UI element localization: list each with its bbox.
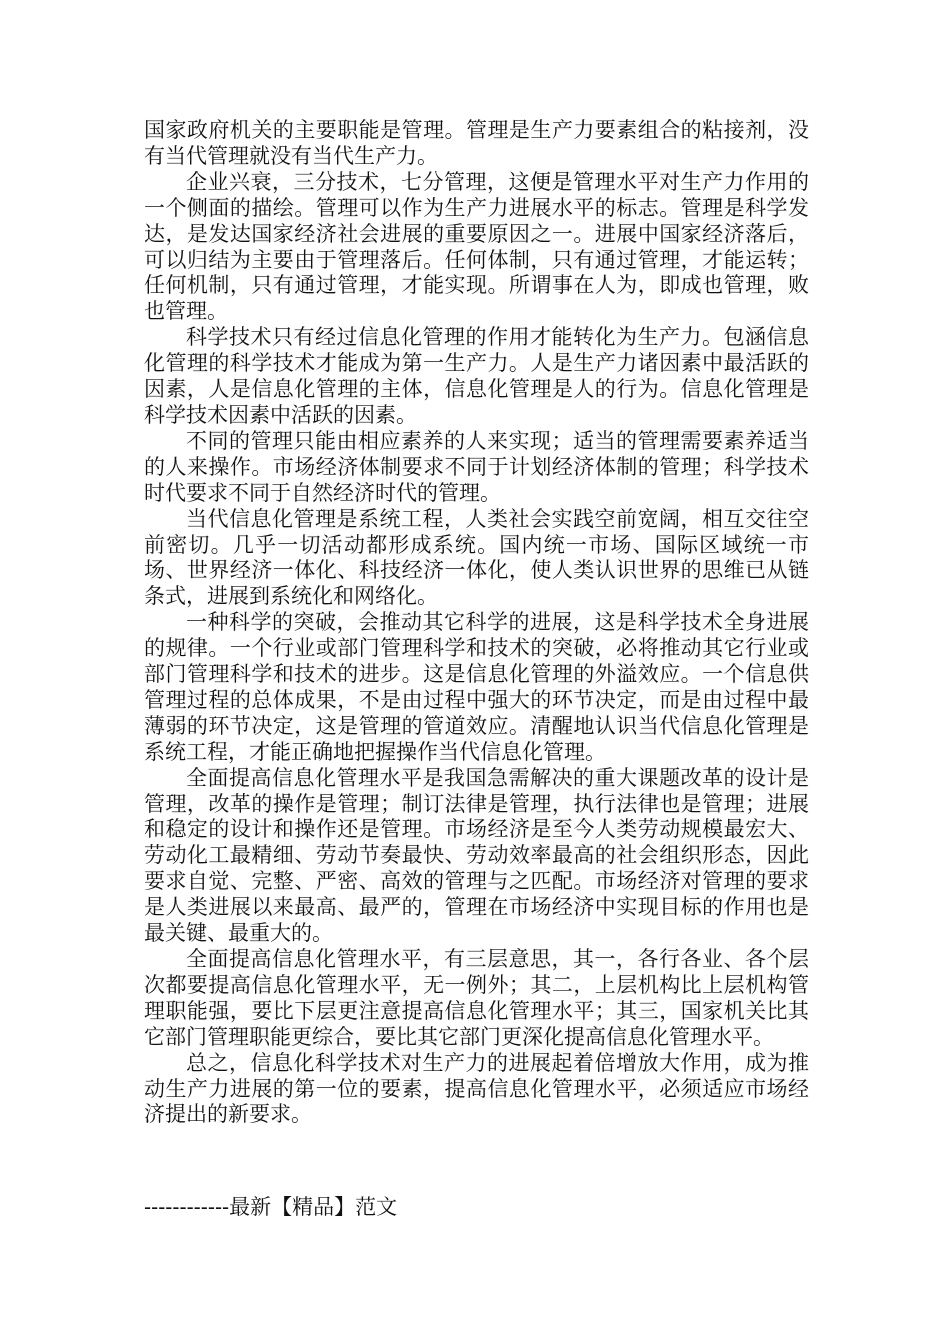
paragraph-6: 一种科学的突破，会推动其它科学的进展，这是科学技术全身进展的规律。一个行业或部门管理科学和技术的突破，必将推动其它行业或部门管理科学和技术的进步。这是信息化管理的外溢效应。一个信息供管理过程的总体成果，不是由过程中强大的环节决定，而是由过程中最薄弱的环节决定，这是管理的管道效应。清醒地认识当代信息化管理是系统工程，才能正确地把握操作当代信息化管理。 (144, 610, 809, 764)
paragraph-5: 当代信息化管理是系统工程，人类社会实践空前宽阔，相互交往空前密切。几乎一切活动都形成系统。国内统一市场、国际区域统一市场、世界经济一体化、科技经济一体化，使人类认识世界的思维已从链条式，进展到系统化和网络化。 (144, 506, 809, 609)
paragraph-8: 全面提高信息化管理水平，有三层意思，其一，各行各业、各个层次都要提高信息化管理水平，无一例外；其二，上层机构比上层机构管理职能强，要比下层更注意提高信息化管理水平；其三，国家机关比其它部门管理职能更综合，要比其它部门更深化提高信息化管理水平。 (144, 947, 809, 1049)
paragraph-7: 全面提高信息化管理水平是我国急需解决的重大课题改革的设计是管理，改革的操作是管理；制订法律是管理，执行法律也是管理；进展和稳定的设计和操作还是管理。市场经济是至今人类劳动规模最宏大、劳动化工最精细、劳动节奏最快、劳动效率最高的社会组织形态，因此要求自觉、完整、严密、高效的管理与之匹配。市场经济对管理的要求是人类进展以来最高、最严的，管理在市场经济中实现目标的作用也是最关键、最重大的。 (144, 765, 809, 946)
paragraph-9: 总之，信息化科学技术对生产力的进展起着倍增放大作用，成为推动生产力进展的第一位的要素，提高信息化管理水平，必须适应市场经济提出的新要求。 (144, 1050, 809, 1127)
page-footer: ------------最新【精品】范文 (144, 1195, 398, 1219)
document-body (144, 118, 809, 1128)
paragraph-1: 国家政府机关的主要职能是管理。管理是生产力要素组合的粘接剂，没有当代管理就没有当代生产力。 (144, 118, 809, 168)
paragraph-4: 不同的管理只能由相应素养的人来实现；适当的管理需要素养适当的人来操作。市场经济体制要求不同于计划经济体制的管理；科学技术时代要求不同于自然经济时代的管理。 (144, 428, 809, 505)
paragraph-2: 企业兴衰，三分技术，七分管理，这便是管理水平对生产力作用的一个侧面的描绘。管理可以作为生产力进展水平的标志。管理是科学发达，是发达国家经济社会进展的重要原因之一。进展中国家经济落后，可以归结为主要由于管理落后。任何体制，只有通过管理，才能运转；任何机制，只有通过管理，才能实现。所谓事在人为，即成也管理，败也管理。 (144, 169, 809, 324)
paragraph-3: 科学技术只有经过信息化管理的作用才能转化为生产力。包涵信息化管理的科学技术才能成为第一生产力。人是生产力诸因素中最活跃的因素，人是信息化管理的主体，信息化管理是人的行为。信息化管理是科学技术因素中活跃的因素。 (144, 325, 809, 427)
